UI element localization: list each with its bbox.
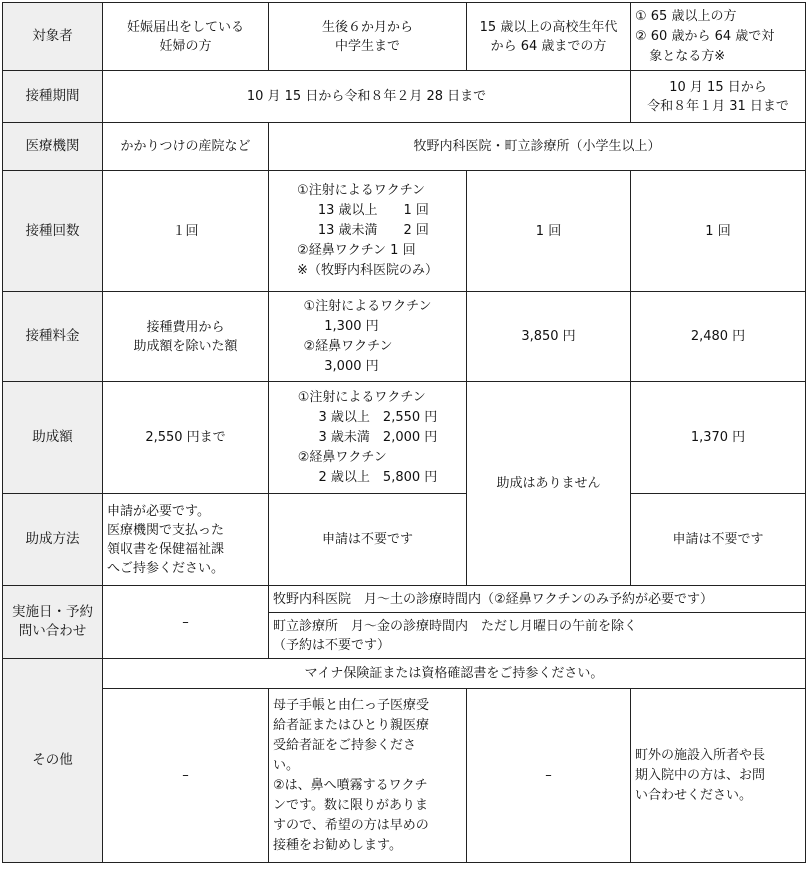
other-pregnant: –	[103, 689, 269, 863]
institution-others: 牧野内科医院・町立診療所（小学生以上）	[269, 123, 806, 171]
method-children: 申請は不要です	[269, 494, 467, 586]
period-elderly: 10 月 15 日から 令和８年１月 31 日まで	[631, 71, 806, 123]
row-other-details	[3, 689, 806, 863]
other-children: 母子手帳と由仁っ子医療受 給者証またはひとり親医療 受給者証をご持参くださ い。 ②は、鼻へ噴霧するワクチ ンです。数に限りがありま すので、希望の方は早めの 接種をお勧めします。	[269, 689, 467, 863]
target-pregnant: 妊娠届出をしている 妊婦の方	[103, 3, 269, 71]
vaccination-info-table	[2, 2, 806, 863]
subsidy-adults-none: 助成はありません	[467, 382, 631, 586]
row-contact-makino	[3, 586, 806, 613]
row-period	[3, 71, 806, 123]
fee-adults: 3,850 円	[467, 292, 631, 382]
row-doses	[3, 171, 806, 292]
doses-children: ①注射によるワクチン 13 歳以上 1 回 13 歳未満 2 回 ②経鼻ワクチン 1 回 ※（牧野内科医院のみ）	[269, 171, 467, 292]
row-label-institution: 医療機関	[3, 123, 103, 171]
row-label-fee: 接種料金	[3, 292, 103, 382]
other-elderly: 町外の施設入所者や長 期入院中の方は、お問 い合わせください。	[631, 689, 806, 863]
target-adults: 15 歳以上の高校生年代 から 64 歳までの方	[467, 3, 631, 71]
other-common-note: マイナ保険証または資格確認書をご持参ください。	[103, 659, 806, 689]
contact-makino-clinic: 牧野内科医院 月〜土の診療時間内（②経鼻ワクチンのみ予約が必要です）	[269, 586, 806, 613]
subsidy-children: ①注射によるワクチン 3 歳以上 2,550 円 3 歳未満 2,000 円 ②経鼻ワクチン 2 歳以上 5,800 円	[269, 382, 467, 494]
row-institution	[3, 123, 806, 171]
period-main: 10 月 15 日から令和８年２月 28 日まで	[103, 71, 631, 123]
row-label-period: 接種期間	[3, 71, 103, 123]
row-method	[3, 494, 806, 586]
contact-town-clinic: 町立診療所 月〜金の診療時間内 ただし月曜日の午前を除く （予約は不要です）	[269, 613, 806, 659]
row-label-contact: 実施日・予約 問い合わせ	[3, 586, 103, 659]
target-elderly: ① 65 歳以上の方 ② 60 歳から 64 歳で対 象となる方※	[631, 3, 806, 71]
method-elderly: 申請は不要です	[631, 494, 806, 586]
row-target	[3, 3, 806, 71]
doses-adults: 1 回	[467, 171, 631, 292]
fee-children: ①注射によるワクチン 1,300 円 ②経鼻ワクチン 3,000 円	[269, 292, 467, 382]
row-fee	[3, 292, 806, 382]
institution-pregnant: かかりつけの産院など	[103, 123, 269, 171]
row-label-doses: 接種回数	[3, 171, 103, 292]
contact-pregnant: –	[103, 586, 269, 659]
row-label-target: 対象者	[3, 3, 103, 71]
fee-elderly: 2,480 円	[631, 292, 806, 382]
row-label-method: 助成方法	[3, 494, 103, 586]
doses-pregnant: １回	[103, 171, 269, 292]
target-children: 生後６か月から 中学生まで	[269, 3, 467, 71]
method-pregnant: 申請が必要です。 医療機関で支払った 領収書を保健福祉課 へご持参ください。	[103, 494, 269, 586]
row-other-common	[3, 659, 806, 689]
subsidy-elderly: 1,370 円	[631, 382, 806, 494]
row-subsidy	[3, 382, 806, 494]
subsidy-pregnant: 2,550 円まで	[103, 382, 269, 494]
fee-pregnant: 接種費用から 助成額を除いた額	[103, 292, 269, 382]
doses-elderly: 1 回	[631, 171, 806, 292]
other-adults: –	[467, 689, 631, 863]
row-label-other: その他	[3, 659, 103, 863]
row-label-subsidy: 助成額	[3, 382, 103, 494]
